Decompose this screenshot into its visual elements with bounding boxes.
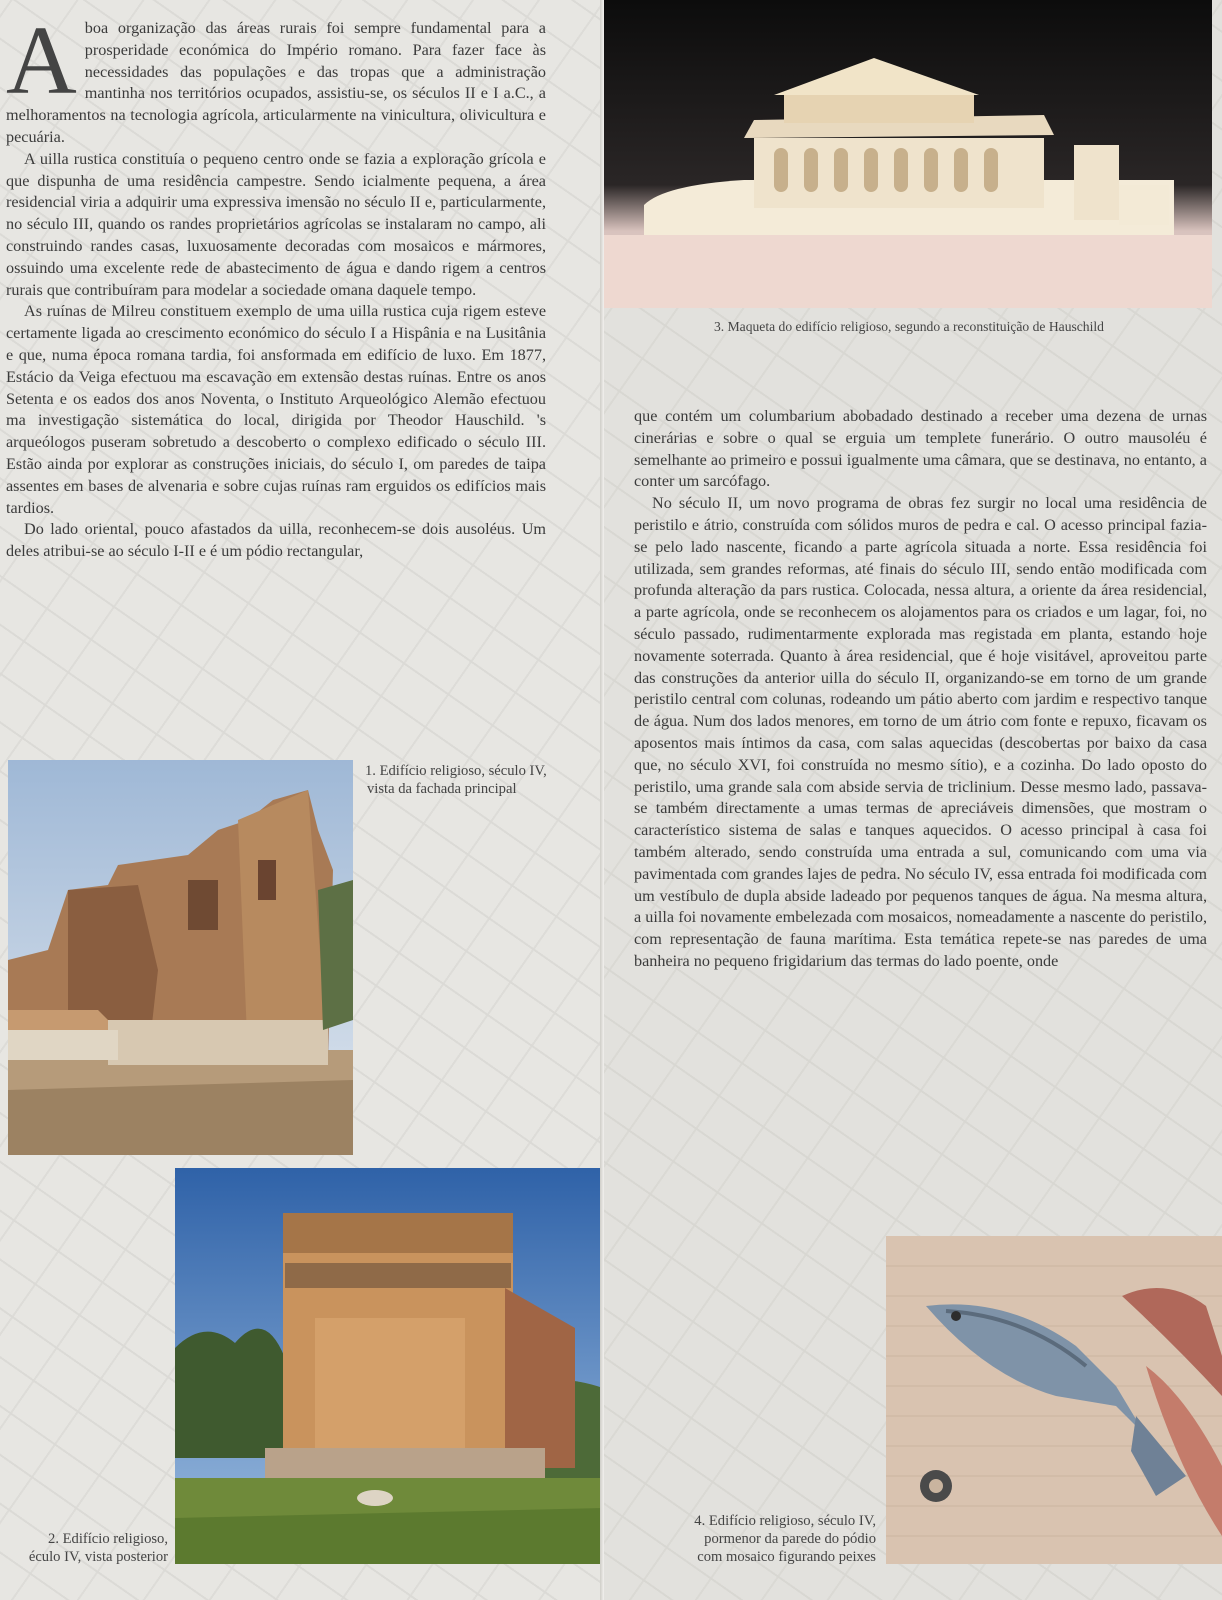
paragraph-1: Aboa organização das áreas rurais foi sempre fundamental para a prosperidade económica do Império romano. Para fazer face às necessidades das populações e das tropas que a administração mantinha nos territórios ocupados, assistiu-se, os séculos II e I a.C., a melhoramentos na tecnologia agrícola, articularmente na vinicultura, olivicultura e pecuária. <box>6 7 546 146</box>
left-page <box>0 0 604 1600</box>
ruin-front-illustration <box>8 760 353 1155</box>
caption-1: 1. Edifício religioso, século IV, vista da fachada principal <box>365 763 547 797</box>
photo-fish-mosaic <box>886 1236 1222 1564</box>
ruin-rear-illustration <box>175 1168 603 1564</box>
right-page <box>604 0 1222 1600</box>
caption-2: 2. Edifício religioso, éculo IV, vista posterior <box>28 1531 168 1565</box>
paragraph-4: Do lado oriental, pouco afastados da uilla, reconhecem-se dois ausoléus. Um deles atribui-se ao século I-II e é um pódio rectangular, <box>6 520 546 561</box>
fish-mosaic-illustration <box>886 1236 1222 1564</box>
left-body-text <box>6 7 546 563</box>
paragraph-3: As ruínas de Milreu constituem exemplo de uma uilla rustica cuja rigem esteve certamente ligada ao crescimento económico do século I a Hispânia e na Lusitânia e que, numa época romana tardia, foi ansformada em edifício de luxo. Em 1877, Estácio da Veiga efectuou ma escavação em extensão destas ruínas. Entre os anos Setenta e os eados dos anos Noventa, o Instituto Arqueológico Alemão efectuou ma investigação sistemática do local, dirigida por Theodor Hauschild. 's arqueólogos puseram sobretudo a descoberto o complexo edificado o século III. Estão ainda por explorar as construções iniciais, do século I, om paredes de taipa assentes em bases de alvenaria e sobre cujas ruínas ram erguidos os edifícios mais tardios. <box>6 302 546 517</box>
caption-3: 3. Maqueta do edifício religioso, segundo a reconstituição de Hauschild <box>714 319 1104 334</box>
right-body-text <box>634 406 1207 973</box>
paragraph-2: A uilla rustica constituía o pequeno centro onde se fazia a exploração grícola e que dispunha de uma residência campestre. Sendo icialmente pequena, a área residencial viria a adquirir uma expressiva imensão no século II e, particularmente, no século III, quando os randes proprietários agrícolas se instalaram no campo, ali construindo randes casas, luxuosamente decoradas com mosaicos e mármores, ossuindo uma excelente rede de abastecimento de água e dando rigem a centros rurais que contribuíram para modelar a sociedade omana daquele tempo. <box>6 149 546 299</box>
photo-model-reconstruction <box>604 0 1212 308</box>
photo-religious-building-rear <box>175 1168 603 1564</box>
photo-religious-building-front <box>8 760 353 1155</box>
paragraph-6: No século II, um novo programa de obras fez surgir no local uma residência de peristilo e átrio, construída com sólidos muros de pedra e cal. O acesso principal fazia-se pelo lado nascente, ficando a parte agrícola situada a norte. Essa residência foi utilizada, sem grandes reformas, até finais do século III, sendo então modificada com profunda alteração da pars rustica. Colocada, nessa altura, a oriente da área residencial, a parte agrícola, onde se reconhecem os alojamentos para os criados e um lagar, foi, no século passado, rudimentarmente explorada mas registada em planta, estando hoje novamente soterrada. Quanto à área residencial, que é hoje visitável, aproveitou parte das construções da anterior uilla do século II, organizando-se em torno de um grande peristilo central com colunas, rodeando um pátio aberto com jardim e respectivo tanque de água. Num dos lados menores, em torno de um átrio com fonte e repuxo, ficavam os aposentos mais íntimos da casa, com salas aquecidas (descobertas por baixo da casa que, no século XVI, foi construída no mesmo sítio), e a cozinha. Do lado oposto do peristilo, uma grande sala com abside servia de triclinium. Desse mesmo lado, passava-se também directamente a umas termas de apreciáveis dimensões, que mostram o característico sistema de salas e tanques aquecidos. O acesso principal à casa foi também alterado, sendo construída uma entrada a sul, comunicando com uma via pavimentada com grandes lajes de pedra. No século IV, essa entrada foi modificada com um vestíbulo de dupla abside ladeado por pequenos tanques de água. Na mesma altura, a uilla foi novamente embelezada com mosaicos, nomeadamente a nascente do peristilo, com representação de fauna marítima. Esta temática repete-se nas paredes de uma banheira no pequeno frigidarium das termas do lado poente, onde <box>634 494 1207 970</box>
model-illustration <box>604 0 1212 308</box>
caption-4: 4. Edifício religioso, século IV, pormenor da parede do pódio com mosaico figurando peixes <box>694 1513 876 1565</box>
paragraph-5: que contém um columbarium abobadado destinado a receber uma dezena de urnas cinerárias e sobre o qual se erguia um templete funerário. O outro mausoléu é semelhante ao primeiro e possui igualmente uma câmara, que se destinava, no entanto, a conter um sarcófago. <box>634 407 1207 491</box>
drop-cap: A <box>6 7 77 115</box>
